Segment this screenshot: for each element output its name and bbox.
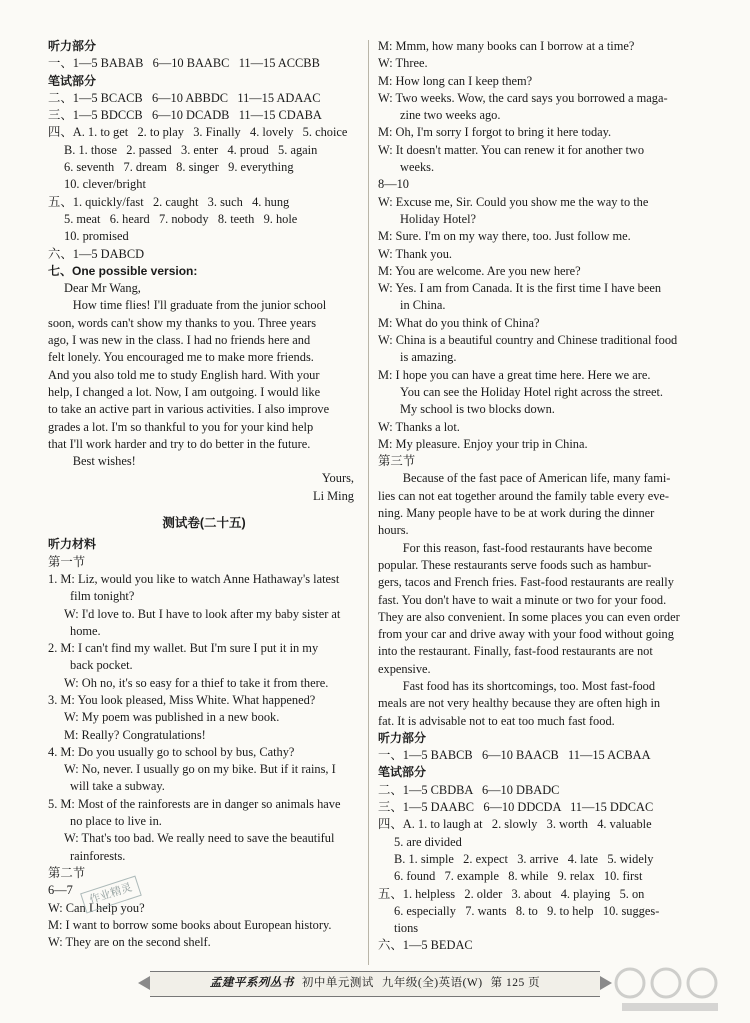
dialog-line: M: I want to borrow some books about European history. [48, 917, 332, 932]
dialog-line: W: Oh no, it's so easy for a thief to take it from there. [64, 675, 329, 690]
answer-line: B. 1. simple 2. expect 3. arrive 4. late 5. widely [394, 851, 654, 866]
dialog-line: will take a subway. [70, 779, 165, 794]
dialog-line: M: My pleasure. Enjoy your trip in China. [378, 436, 588, 451]
answer-line: 听力部分 [378, 730, 427, 745]
closing-line: Yours, [321, 471, 354, 486]
dialog-line: W: Can I help you? [48, 900, 145, 915]
listening-title: 听力材料 [48, 537, 97, 552]
letter-closing [48, 470, 360, 505]
letter-line: ago, I was new in the class. I had no friends here and [48, 333, 311, 348]
passage-line: Fast food has its shortcomings, too. Most fast-food [378, 678, 656, 693]
footer-brand: 孟建平系列丛书 [209, 977, 294, 990]
left-column [48, 38, 360, 951]
passage-line: fast. You don't have to wait a minute or two for your food. [378, 592, 667, 607]
right-column [378, 38, 708, 955]
passage-line: popular. These restaurants serve foods such as hambur- [378, 557, 652, 572]
dialog-line: W: I'd love to. But I have to look after my baby sister at [64, 606, 341, 621]
letter-body [48, 297, 360, 470]
passage-line: from your car and drive away with your food without going [378, 627, 674, 642]
dialog-line: M: Oh, I'm sorry I forgot to bring it here today. [378, 125, 612, 140]
passage-line: into the restaurant. Finally, fast-food restaurants are not [378, 644, 653, 659]
section2-dialog-continued [378, 38, 708, 453]
answer-line: 一、1—5 BABCB 6—10 BAACB 11—15 ACBAA [378, 748, 651, 763]
dialog-line: My school is two blocks down. [400, 402, 555, 417]
test-title: 测试卷(二十五) [162, 516, 246, 531]
letter-line: help, I changed a lot. Now, I am outgoing. I would like [48, 384, 321, 399]
section3-passage [378, 470, 708, 729]
dialog-line: zine two weeks ago. [400, 108, 501, 123]
passage-line: gers, tacos and French fries. Fast-food restaurants are really [378, 575, 674, 590]
letter-line: that I'll work harder and try to do better in the future. [48, 436, 311, 451]
dialog-line: rainforests. [70, 848, 126, 863]
dialog-line: M: You are welcome. Are you new here? [378, 263, 581, 278]
dialog-line: M: What do you think of China? [378, 315, 540, 330]
answer-line: 6. seventh 7. dream 8. singer 9. everything [64, 160, 294, 175]
letter-line: to take an active part in various activities. I also improve [48, 402, 330, 417]
letter-line: And you also told me to study English hard. With your [48, 367, 320, 382]
answer-line: 笔试部分 [378, 765, 427, 780]
footer-page-number: 第 125 页 [490, 977, 541, 990]
dialog-line: W: Two weeks. Wow, the card says you borrowed a maga- [378, 90, 668, 105]
dialog-line: 5. M: Most of the rainforests are in danger so animals have [48, 796, 341, 811]
answer-line: 10. clever/bright [64, 177, 146, 192]
dialog-line: W: My poem was published in a new book. [64, 710, 280, 725]
dialog-line: W: Thanks a lot. [378, 419, 460, 434]
closing-line: Li Ming [313, 488, 354, 503]
answers-section-25 [378, 730, 708, 955]
left-arrow-ornament [138, 976, 150, 990]
dialog-line: W: They are on the second shelf. [48, 935, 211, 950]
section3-title: 第三节 [378, 454, 416, 469]
page-footer [150, 971, 600, 997]
dialog-line: W: Yes. I am from Canada. It is the first time I have been [378, 281, 662, 296]
column-divider [368, 40, 369, 965]
answer-line: 5. are divided [394, 834, 462, 849]
answers-section-24 [48, 38, 360, 297]
answer-line: B. 1. those 2. passed 3. enter 4. proud 5. again [64, 142, 318, 157]
watermark-logo [612, 957, 732, 1017]
answer-line: 5. meat 6. heard 7. nobody 8. teeth 9. hole [64, 211, 298, 226]
dialog-line: M: I hope you can have a great time here. Here we are. [378, 367, 651, 382]
passage-line: fat. It is advisable not to eat too much fast food. [378, 713, 615, 728]
dialog-line: 8—10 [378, 177, 409, 192]
dialog-line: W: No, never. I usually go on my bike. But if it rains, I [64, 762, 336, 777]
dialog-line: M: Really? Congratulations! [64, 727, 206, 742]
dialog-line: 6—7 [48, 883, 73, 898]
dialog-line: W: Excuse me, Sir. Could you show me the way to the [378, 194, 649, 209]
dialog-line: 1. M: Liz, would you like to watch Anne Hathaway's latest [48, 571, 340, 586]
dialog-line: M: Sure. I'm on my way there, too. Just follow me. [378, 229, 631, 244]
dialog-line: W: That's too bad. We really need to save the beautiful [64, 831, 335, 846]
answer-line: 三、1—5 DAABC 6—10 DDCDA 11—15 DDCAC [378, 800, 654, 815]
dialog-line: M: How long can I keep them? [378, 73, 533, 88]
passage-line: expensive. [378, 661, 431, 676]
dialog-line: W: China is a beautiful country and Chinese traditional food [378, 333, 678, 348]
passage-line: Because of the fast pace of American life, many fami- [378, 471, 671, 486]
answer-line: 听力部分 [48, 39, 97, 53]
answer-line: 四、A. 1. to laugh at 2. slowly 3. worth 4. valuable [378, 817, 652, 832]
answer-line: 五、1. helpless 2. older 3. about 4. playing 5. on [378, 886, 645, 901]
answer-line: 笔试部分 [48, 73, 97, 88]
dialog-line: Holiday Hotel? [400, 211, 477, 226]
dialog-line: is amazing. [400, 350, 457, 365]
footer-grade: 九年级(全)英语(W) [381, 977, 483, 990]
answer-line: 6. especially 7. wants 8. to 9. to help 10. sugges- [394, 903, 660, 918]
answer-line: 10. promised [64, 229, 129, 244]
letter-line: felt lonely. You encouraged me to make more friends. [48, 350, 314, 365]
dialog-line: 4. M: Do you usually go to school by bus, Cathy? [48, 744, 295, 759]
dialog-line: W: Three. [378, 56, 428, 71]
dialog-line: You can see the Holiday Hotel right across the street. [400, 384, 664, 399]
passage-line: meals are not very healthy because they are often high in [378, 696, 661, 711]
answer-line: 三、1—5 BDCCB 6—10 DCADB 11—15 CDABA [48, 108, 322, 123]
answer-line: 二、1—5 BCACB 6—10 ABBDC 11—15 ADAAC [48, 90, 321, 105]
passage-line: hours. [378, 523, 409, 538]
dialog-line: 3. M: You look pleased, Miss White. What happened? [48, 692, 316, 707]
dialog-line: home. [70, 623, 101, 638]
answer-line: 六、1—5 BEDAC [378, 938, 473, 953]
letter-line: grades a lot. I'm so thankful to you for your kind help [48, 419, 314, 434]
dialog-line: M: Mmm, how many books can I borrow at a time? [378, 39, 635, 53]
answer-line: 一、1—5 BABAB 6—10 BAABC 11—15 ACCBB [48, 56, 320, 71]
passage-line: ning. Many people have to be at work during the dinner [378, 506, 655, 521]
section1-dialogs [48, 571, 360, 865]
dialog-line: 2. M: I can't find my wallet. But I'm sure I put it in my [48, 641, 319, 656]
answer-line: 6. found 7. example 8. while 9. relax 10. first [394, 869, 643, 884]
answer-line: tions [394, 921, 419, 936]
dialog-line: weeks. [400, 160, 435, 175]
passage-line: They are also convenient. In some places you can even order [378, 609, 680, 624]
stamp-mark: 作业精灵 [80, 876, 142, 914]
answer-line: 二、1—5 CBDBA 6—10 DBADC [378, 782, 560, 797]
letter-line: How time flies! I'll graduate from the junior school [48, 298, 327, 313]
right-arrow-ornament [600, 976, 612, 990]
answer-line: 四、A. 1. to get 2. to play 3. Finally 4. lovely 5. choice [48, 125, 348, 140]
answer-line: 七、One possible version: [48, 263, 198, 278]
answer-line: Dear Mr Wang, [64, 281, 141, 296]
footer-series: 初中单元测试 [301, 977, 374, 990]
section1-title: 第一节 [48, 554, 86, 569]
dialog-line: W: It doesn't matter. You can renew it for another two [378, 142, 645, 157]
answer-line: 五、1. quickly/fast 2. caught 3. such 4. hung [48, 194, 290, 209]
letter-line: soon, words can't show my thanks to you. Three years [48, 315, 317, 330]
dialog-line: W: Thank you. [378, 246, 452, 261]
section2-title: 第二节 [48, 865, 86, 880]
passage-line: lies can not eat together around the family table every eve- [378, 488, 670, 503]
answer-line: 六、1—5 DABCD [48, 246, 145, 261]
passage-line: For this reason, fast-food restaurants have become [378, 540, 653, 555]
letter-line: Best wishes! [48, 454, 136, 469]
dialog-line: film tonight? [70, 589, 135, 604]
dialog-line: no place to live in. [70, 814, 162, 829]
dialog-line: back pocket. [70, 658, 133, 673]
dialog-line: in China. [400, 298, 446, 313]
